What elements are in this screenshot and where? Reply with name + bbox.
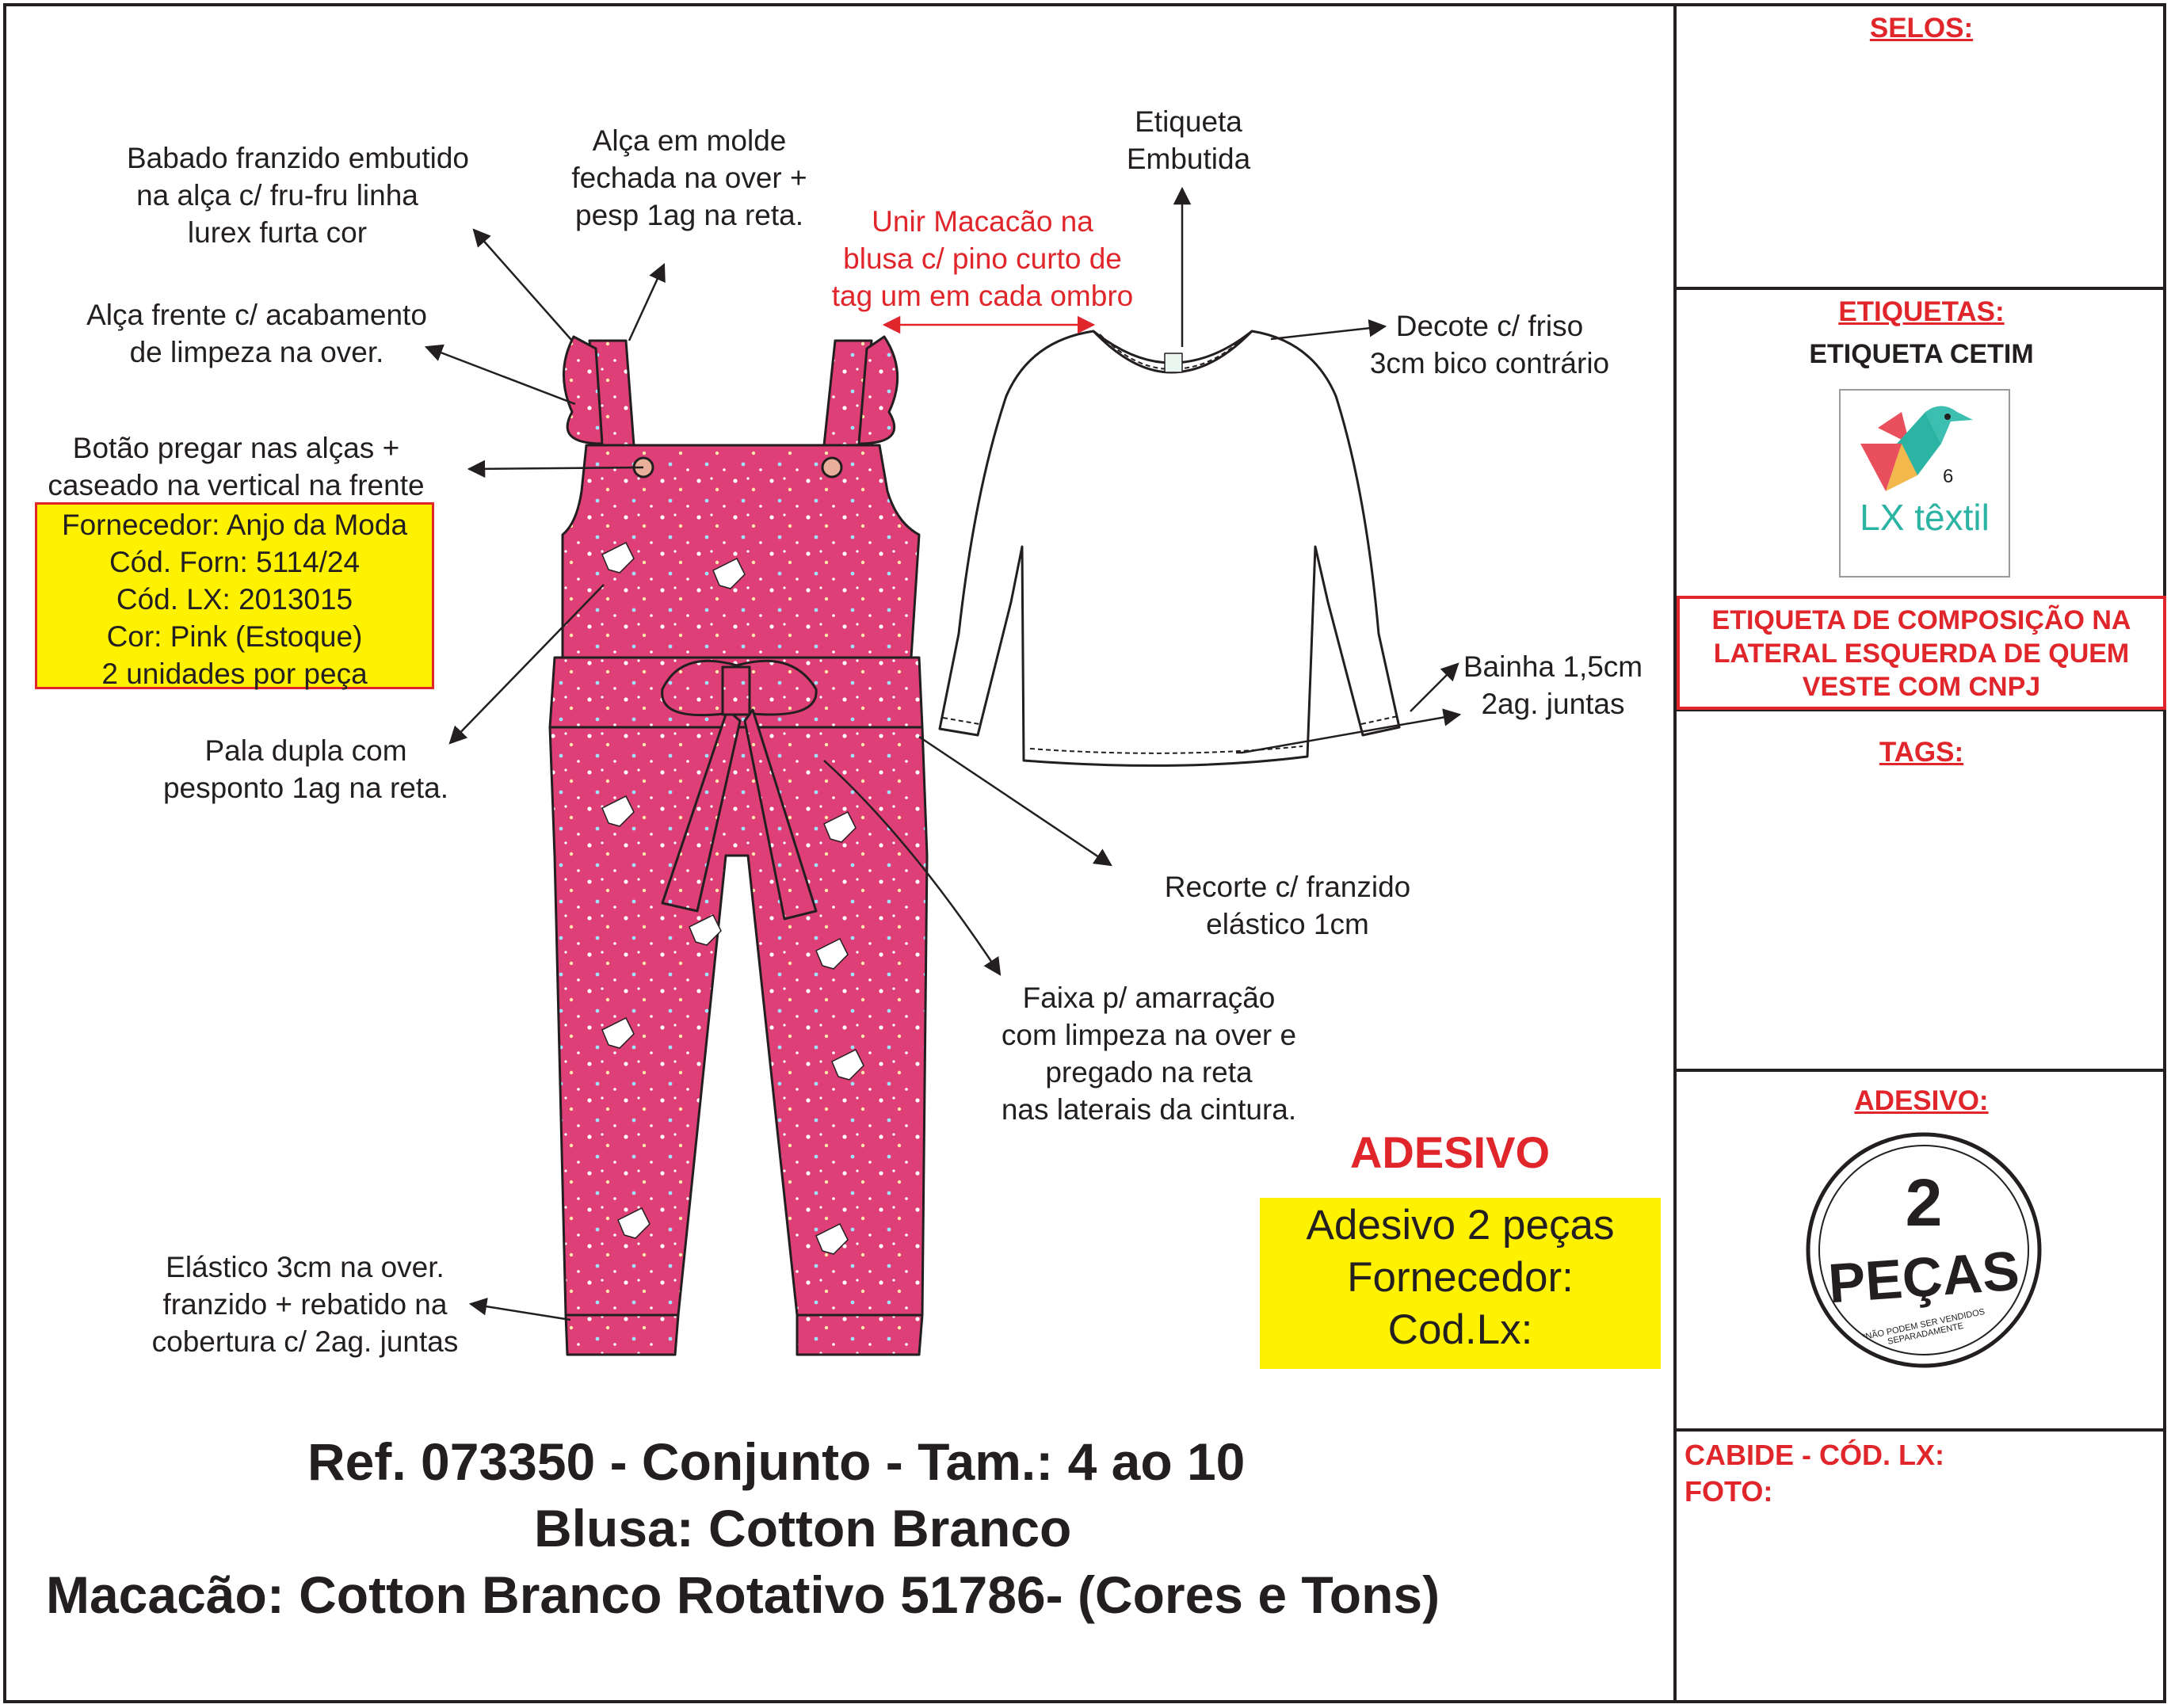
note-faixa: Faixa p/ amarração com limpeza na over e pregado na reta nas laterais da cintura. (1001, 982, 1297, 1126)
note-bainha: Bainha 1,5cm 2ag. juntas (1463, 650, 1643, 720)
composicao-box: ETIQUETA DE COMPOSIÇÃO NA LATERAL ESQUERDA DE QUEM VESTE COM CNPJ (1677, 596, 2166, 710)
etiquetas-title: ETIQUETAS: (1838, 296, 2005, 327)
adesivo-box: Adesivo 2 peças Fornecedor: Cod.Lx: (1260, 1198, 1661, 1369)
note-alca-molde: Alça em molde fechada na over + pesp 1ag na reta. (571, 124, 807, 231)
adesivo-heading: ADESIVO (1349, 1127, 1551, 1177)
note-pala: Pala dupla com pesponto 1ag na reta. (162, 734, 448, 804)
note-elastico: Elástico 3cm na over. franzido + rebatido na cobertura c/ 2ag. juntas (151, 1251, 459, 1358)
note-botao: Botão pregar nas alças + caseado na vertical na frente (48, 432, 425, 501)
note-unir: Unir Macacão na blusa c/ pino curto de tag um em cada ombro (831, 205, 1134, 312)
blusa-title: Blusa: Cotton Branco (534, 1499, 1072, 1557)
supplier-box: Fornecedor: Anjo da Moda Cód. Forn: 5114/24 Cód. LX: 2013015 Cor: Pink (Estoque) 2 unidades por peça (35, 502, 434, 689)
sticker-word: PEÇAS (1826, 1239, 2022, 1315)
macacao-title: Macacão: Cotton Branco Rotativo 51786- (Cores e Tons) (46, 1565, 1440, 1624)
sticker-number: 2 (1905, 1165, 1943, 1240)
left-ruffle (563, 337, 602, 444)
foto-label: FOTO: (1685, 1475, 1773, 1508)
jumpsuit-drawing (550, 337, 927, 1355)
cabide-label: CABIDE - CÓD. LX: (1685, 1439, 1944, 1471)
brand-text: LX têxtil (1860, 497, 1990, 538)
bird-logo (1840, 390, 2009, 577)
right-button (822, 458, 841, 477)
tags-title: TAGS: (1879, 737, 1964, 768)
blouse-drawing (940, 331, 1399, 765)
selos-title: SELOS: (1869, 13, 1974, 44)
label-size: 6 (1943, 466, 1954, 487)
note-babado: Babado franzido embutido na alça c/ fru-fru linha lurex furta cor (127, 142, 469, 249)
note-decote: Decote c/ friso 3cm bico contrário (1369, 310, 1610, 379)
note-etiqueta: Etiqueta Embutida (1126, 105, 1251, 175)
adesivo-sidebar-title: ADESIVO: (1854, 1085, 1989, 1116)
etiqueta-cetim: ETIQUETA CETIM (1809, 339, 2034, 369)
note-recorte: Recorte c/ franzido elástico 1cm (1164, 871, 1411, 940)
sticker-small-print: *NÃO PODEM SER VENDIDOS SEPARADAMENTE (1861, 1306, 1986, 1347)
ref-title: Ref. 073350 - Conjunto - Tam.: 4 ao 10 (307, 1432, 1246, 1491)
note-alca-frente: Alça frente c/ acabamento de limpeza na over. (86, 299, 427, 368)
